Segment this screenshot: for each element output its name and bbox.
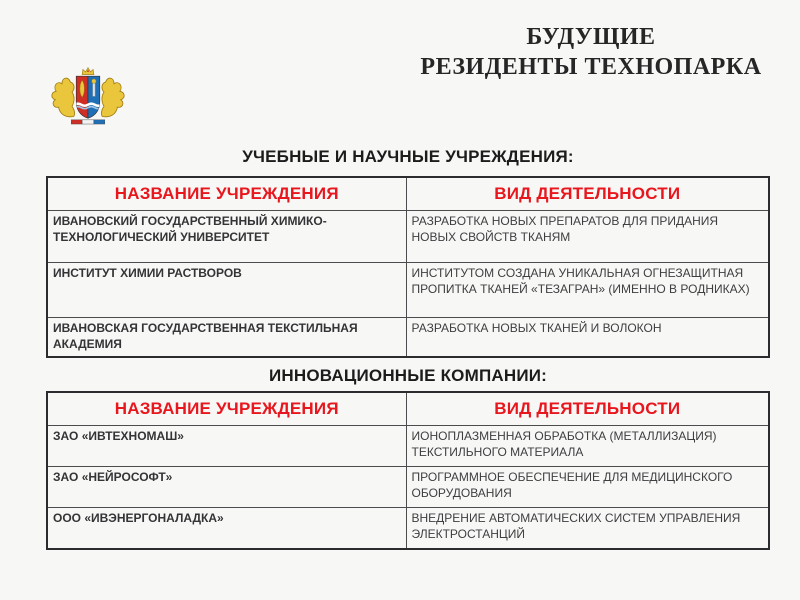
activity-cell: ИОНОПЛАЗМЕННАЯ ОБРАБОТКА (МЕТАЛЛИЗАЦИЯ) ТЕКСТИЛЬНОГО МАТЕРИАЛА: [406, 426, 769, 467]
activity-cell: ВНЕДРЕНИЕ АВТОМАТИЧЕСКИХ СИСТЕМ УПРАВЛЕНИЯ ЭЛЕКТРОСТАНЦИЙ: [406, 508, 769, 550]
column-header-institution-name: НАЗВАНИЕ УЧРЕЖДЕНИЯ: [47, 177, 406, 211]
column-header-activity-type: ВИД ДЕЯТЕЛЬНОСТИ: [406, 177, 769, 211]
table-row: [47, 211, 769, 263]
column-header-activity-type: ВИД ДЕЯТЕЛЬНОСТИ: [406, 392, 769, 426]
section-heading-institutions: УЧЕБНЫЕ И НАУЧНЫЕ УЧРЕЖДЕНИЯ:: [242, 147, 574, 166]
slide-title-line1: БУДУЩИЕ: [526, 24, 656, 50]
institution-name-cell: ИВАНОВСКАЯ ГОСУДАРСТВЕННАЯ ТЕКСТИЛЬНАЯ АКАДЕМИЯ: [47, 318, 406, 358]
table-row: [47, 318, 769, 358]
institutions-table: [46, 176, 770, 358]
column-header-institution-name: НАЗВАНИЕ УЧРЕЖДЕНИЯ: [47, 392, 406, 426]
activity-cell: РАЗРАБОТКА НОВЫХ ТКАНЕЙ И ВОЛОКОН: [406, 318, 769, 358]
activity-cell: РАЗРАБОТКА НОВЫХ ПРЕПАРАТОВ ДЛЯ ПРИДАНИЯ НОВЫХ СВОЙСТВ ТКАНЯМ: [406, 211, 769, 263]
table-row: [47, 467, 769, 508]
table-row: [47, 426, 769, 467]
table-header-row: [47, 177, 769, 211]
slide-title-line2: РЕЗИДЕНТЫ ТЕХНОПАРКА: [420, 54, 762, 80]
institution-name-cell: ИНСТИТУТ ХИМИИ РАСТВОРОВ: [47, 263, 406, 318]
section-heading-companies: ИННОВАЦИОННЫЕ КОМПАНИИ:: [268, 366, 548, 385]
table-row: [47, 263, 769, 318]
institution-name-cell: ИВАНОВСКИЙ ГОСУДАРСТВЕННЫЙ ХИМИКО-ТЕХНОЛОГИЧЕСКИЙ УНИВЕРСИТЕТ: [47, 211, 406, 263]
ivanovo-coat-of-arms-logo: [46, 64, 130, 132]
company-name-cell: ЗАО «НЕЙРОСОФТ»: [47, 467, 406, 508]
table-header-row: [47, 392, 769, 426]
slide-title: [410, 22, 772, 82]
company-name-cell: ЗАО «ИВТЕХНОМАШ»: [47, 426, 406, 467]
companies-table: [46, 391, 770, 550]
company-name-cell: ООО «ИВЭНЕРГОНАЛАДКА»: [47, 508, 406, 550]
activity-cell: ИНСТИТУТОМ СОЗДАНА УНИКАЛЬНАЯ ОГНЕЗАЩИТНАЯ ПРОПИТКА ТКАНЕЙ «ТЕЗАГРАН» (ИМЕННО В РОДНИКАХ): [406, 263, 769, 318]
activity-cell: ПРОГРАММНОЕ ОБЕСПЕЧЕНИЕ ДЛЯ МЕДИЦИНСКОГО ОБОРУДОВАНИЯ: [406, 467, 769, 508]
table-row: [47, 508, 769, 550]
